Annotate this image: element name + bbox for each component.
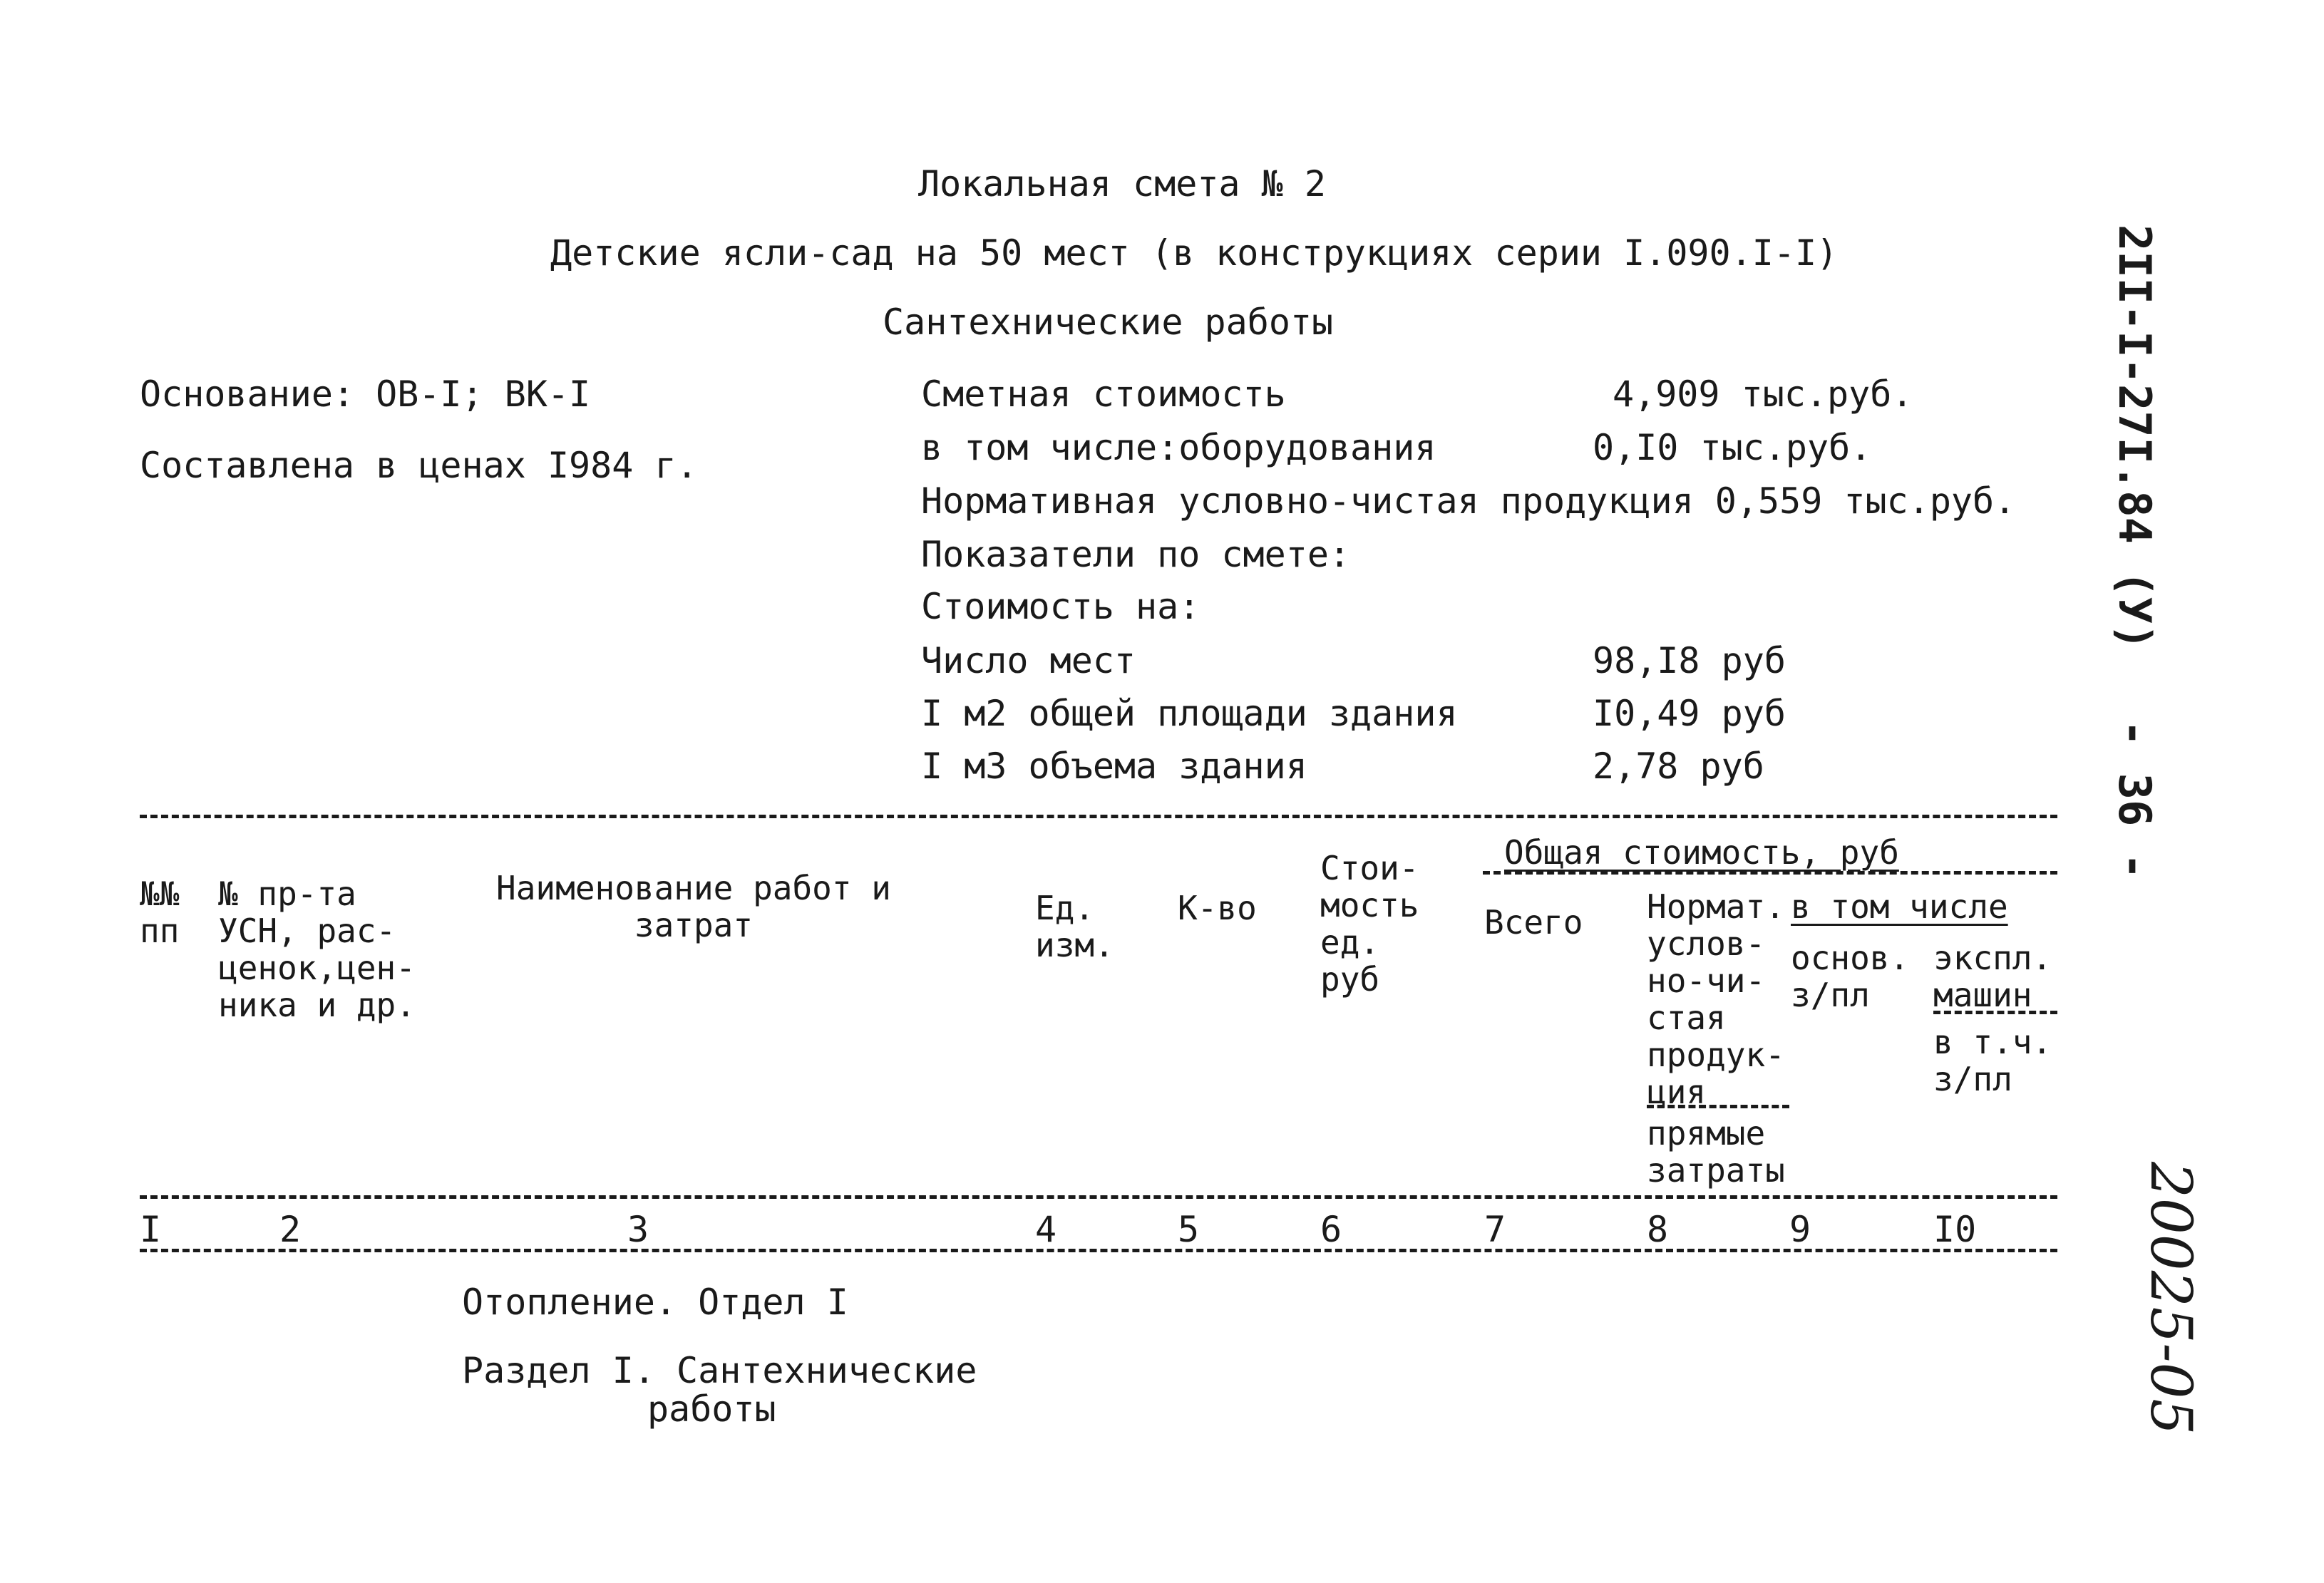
- places-value: 98,I8 руб: [1593, 640, 1786, 681]
- document-code: 2II-I-27I.84 (У): [2109, 225, 2161, 651]
- header-total-group: Общая стоимость, руб: [1504, 833, 1899, 872]
- column-number: I: [140, 1209, 162, 1250]
- header-total: Всего: [1484, 903, 1583, 942]
- header-direct: прямые затраты: [1647, 1114, 1785, 1190]
- document-title: Локальная смета № 2: [918, 163, 1326, 205]
- handwritten-number: 20025-05: [2138, 1162, 2204, 1435]
- prices-text: Составлена в ценах I984 г.: [140, 445, 698, 486]
- column-number: 8: [1647, 1209, 1669, 1250]
- header-wages: основ. з/пл: [1791, 939, 1910, 1014]
- equipment-label: в том числе:оборудования: [921, 427, 1436, 468]
- area-value: I0,49 руб: [1593, 693, 1786, 734]
- header-unit: Ед. изм.: [1035, 889, 1114, 964]
- subsection-heading-cont: работы: [647, 1388, 776, 1430]
- volume-value: 2,78 руб: [1593, 746, 1764, 787]
- header-normative: Нормат. услов- но-чи- стая продук- ция: [1647, 887, 1785, 1111]
- cost-per-label: Стоимость на:: [921, 586, 1200, 627]
- column-number: 4: [1035, 1209, 1057, 1250]
- header-name: Наименование работ и затрат: [496, 869, 891, 944]
- table-top-rule: [140, 815, 2057, 818]
- equipment-value: 0,I0 тыс.руб.: [1593, 427, 1872, 468]
- header-unit-cost: Стои- мость ед. руб: [1320, 849, 1419, 999]
- cost-label: Сметная стоимость: [921, 373, 1286, 415]
- table-header-rule: [140, 1195, 2057, 1199]
- basis-text: Основание: ОВ-I; ВК-I: [140, 373, 591, 415]
- column-number: 5: [1178, 1209, 1200, 1250]
- header-qty: К-во: [1178, 889, 1257, 927]
- machines-rule: [1933, 1011, 2057, 1014]
- section-heading: Отопление. Отдел I: [462, 1282, 848, 1323]
- document-subtitle: Детские ясли-сад на 50 мест (в конструкциях серии I.090.I-I): [550, 232, 1839, 274]
- column-number: I0: [1933, 1209, 1977, 1250]
- header-code: № пр-та УСН, рас- ценок,цен- ника и др.: [218, 875, 416, 1024]
- column-number: 7: [1484, 1209, 1506, 1250]
- total-group-rule: [1483, 871, 2057, 875]
- column-number: 6: [1320, 1209, 1342, 1250]
- header-incl-group: в том числе: [1791, 887, 2008, 926]
- document-section-title: Сантехнические работы: [883, 301, 1334, 343]
- indicators-label: Показатели по смете:: [921, 534, 1351, 575]
- header-machines: экспл. машин: [1933, 939, 2052, 1014]
- subsection-heading: Раздел I. Сантехнические: [462, 1350, 977, 1391]
- cost-value: 4,909 тыс.руб.: [1613, 373, 1913, 415]
- places-label: Число мест: [921, 640, 1136, 681]
- normative-text: Нормативная условно-чистая продукция 0,559 тыс.руб.: [921, 480, 2016, 522]
- column-number: 9: [1789, 1209, 1811, 1250]
- area-label: I м2 общей площади здания: [921, 693, 1458, 734]
- volume-label: I м3 объема здания: [921, 746, 1307, 787]
- header-num: №№ пп: [140, 875, 180, 950]
- column-number: 3: [627, 1209, 649, 1250]
- page-number: - 36 -: [2109, 720, 2161, 880]
- table-numbers-rule: [140, 1249, 2057, 1252]
- column-number: 2: [279, 1209, 302, 1250]
- header-machines-wages: в т.ч. з/пл: [1933, 1023, 2052, 1098]
- normative-rule: [1647, 1105, 1789, 1108]
